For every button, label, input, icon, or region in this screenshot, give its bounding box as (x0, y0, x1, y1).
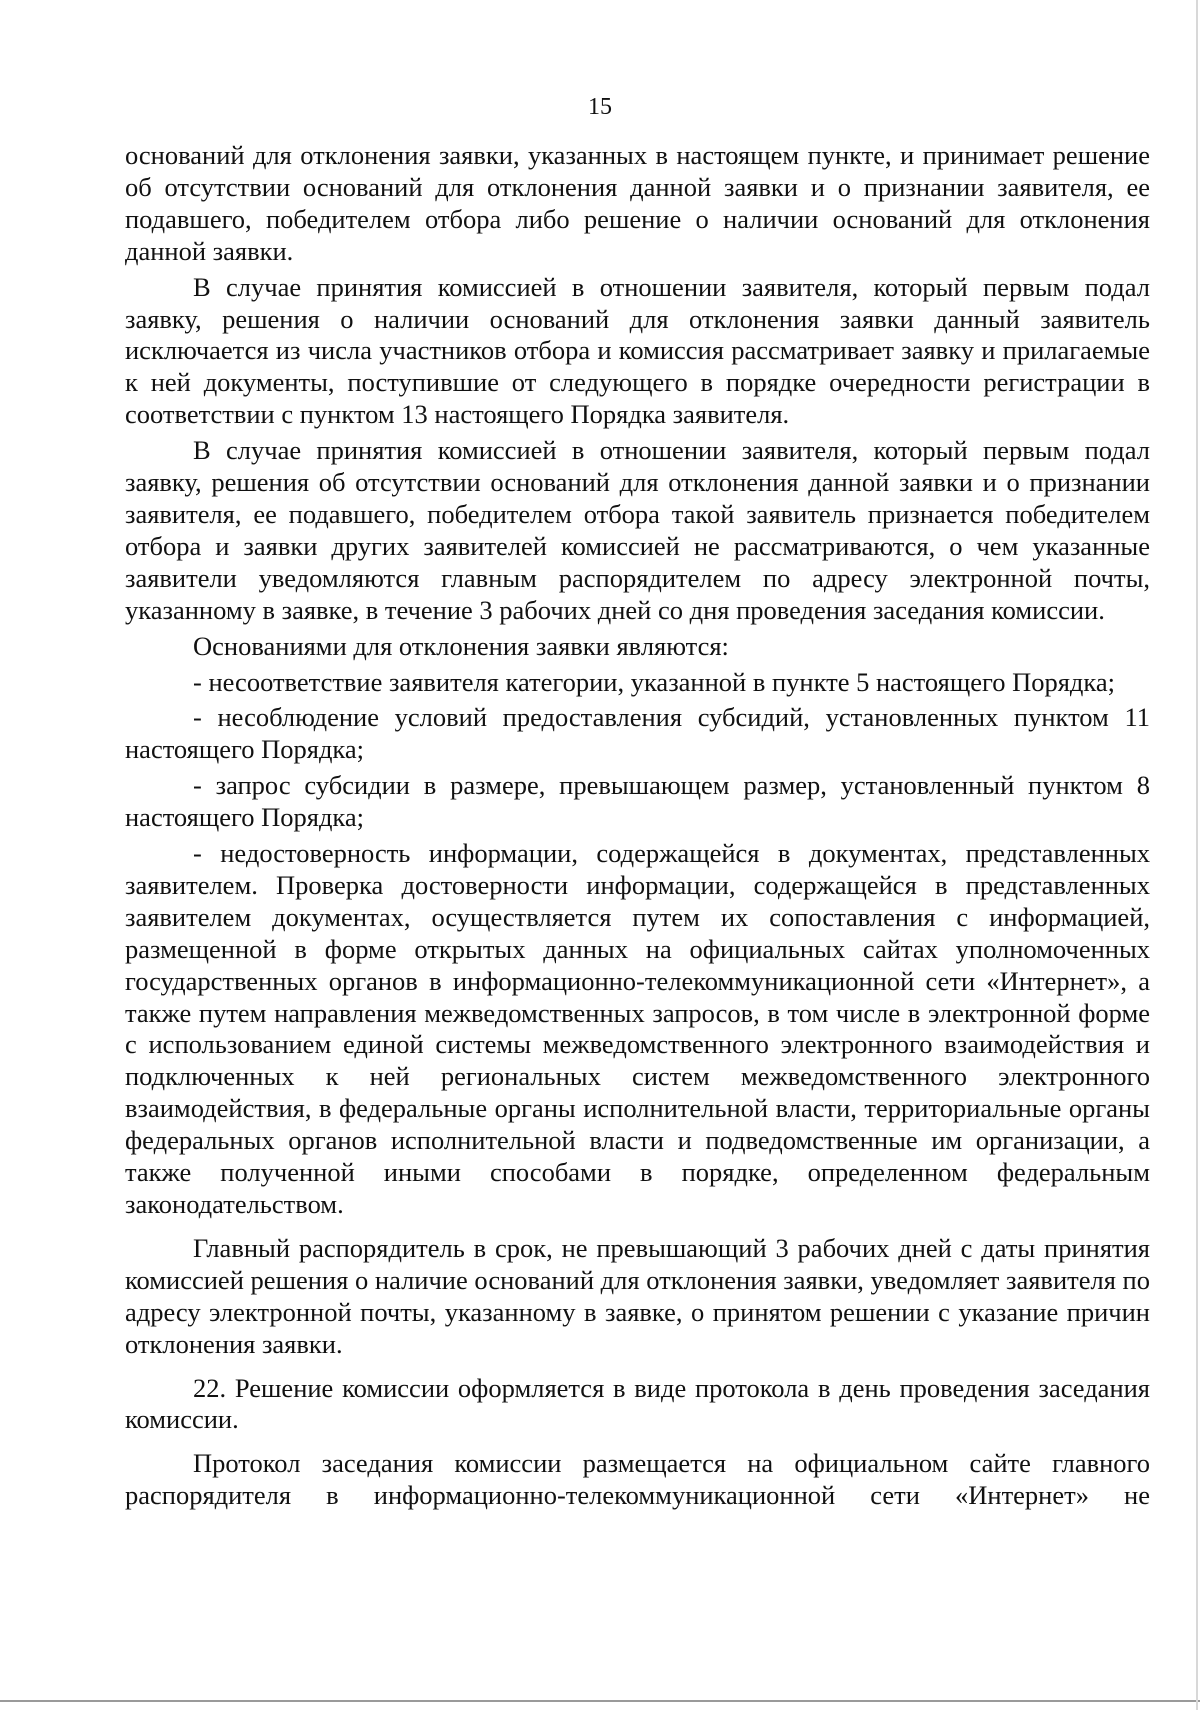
paragraph-protocol-publication: Протокол заседания комиссии размещается на официальном сайте главного распорядителя в информационно-телекоммуникационной сети «Интернет» не (125, 1448, 1150, 1511)
scan-edge-shadow (1196, 0, 1198, 1710)
paragraph-grounds-intro: Основаниями для отклонения заявки являются: (193, 630, 729, 661)
paragraph-continuation: оснований для отклонения заявки, указанных в настоящем пункте, и принимает решение об отсутствии оснований для отклонения данной заявки и о признании заявителя, ее подавшего, победителем отбора либо решение о наличии оснований для отклонения данной заявки. (125, 140, 1150, 266)
paragraph-winner-first-applicant: В случае принятия комиссией в отношении заявителя, который первым подал заявку, решения об отсутствии оснований для отклонения данной заявки и о признании заявителя, ее подавшего, победителем отбора такой заявитель признается победителем отбора и заявки других заявителей комиссией не рассматриваются, о чем указанные заявители уведомляются главным распорядителем по адресу электронной почты, указанному в заявке, в течение 3 рабочих дней со дня проведения заседания комиссии. (125, 435, 1150, 625)
list-item-category-mismatch: - несоответствие заявителя категории, указанной в пункте 5 настоящего Порядка; (193, 666, 1115, 697)
paragraph-clause-22: 22. Решение комиссии оформляется в виде протокола в день проведения заседания комиссии. (125, 1372, 1150, 1435)
page-number: 15 (588, 94, 612, 120)
list-item-conditions-noncompliance: - несоблюдение условий предоставления субсидий, установленных пунктом 11 настоящего Порядка; (125, 702, 1150, 765)
paragraph-rejection-first-applicant: В случае принятия комиссией в отношении заявителя, который первым подал заявку, решения о наличии оснований для отклонения заявки данный заявитель исключается из числа участников отбора и комиссия рассматривает заявку и прилагаемые к ней документы, поступившие от следующего в порядке очередности регистрации в соответствии с пунктом 13 настоящего Порядка заявителя. (125, 271, 1150, 430)
scan-edge-line (0, 1700, 1200, 1702)
list-item-unreliable-information: - недостоверность информации, содержащейся в документах, представленных заявителем. Проверка достоверности информации, содержащейся в представленных заявителем документах, осуществляется путем их сопоставления с информацией, размещенной в форме открытых данных на официальных сайтах уполномоченных государственных органов в информационно-телекоммуникационной сети «Интернет», а также путем направления межведомственных запросов, в том числе в электронной форме с использованием единой системы межведомственного электронного взаимодействия и подключенных к ней региональных систем межведомственного электронного взаимодействия, в федеральные органы исполнительной власти, территориальные органы федеральных органов исполнительной власти и подведомственные им организации, а также полученной иными способами в порядке, определенном федеральным законодательством. (125, 838, 1150, 1219)
document-body (125, 140, 1150, 1512)
list-item-excess-amount: - запрос субсидии в размере, превышающем размер, установленный пунктом 8 настоящего Порядка; (125, 770, 1150, 833)
paragraph-notification: Главный распорядитель в срок, не превышающий 3 рабочих дней с даты принятия комиссией решения о наличие оснований для отклонения заявки, уведомляет заявителя по адресу электронной почты, указанному в заявке, о принятом решении с указание причин отклонения заявки. (125, 1232, 1150, 1359)
